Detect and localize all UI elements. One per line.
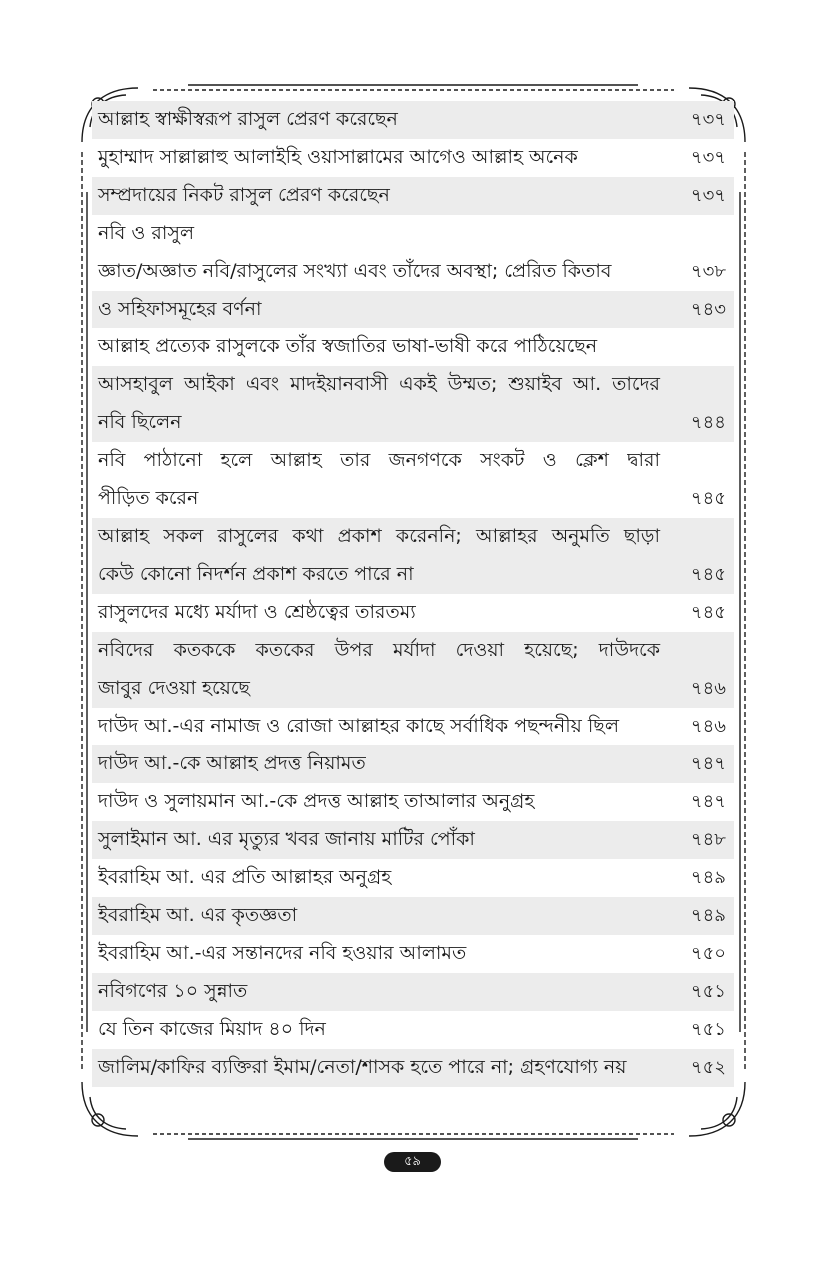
toc-entry-title-line: নবিগণের ১০ সুন্নাত (98, 979, 248, 1002)
page-number: ৫৯ (404, 1154, 421, 1169)
toc-entry-title (92, 328, 660, 366)
toc-entry-page: ৭৪৭ (690, 753, 726, 775)
toc-entry (92, 935, 734, 973)
toc-entry-title (92, 594, 660, 632)
toc-entry (92, 1011, 734, 1049)
toc-entry-title (92, 291, 660, 329)
toc-entry (92, 253, 734, 291)
toc-entry-title (92, 783, 660, 821)
toc-entry (92, 745, 734, 783)
toc-entry (92, 897, 734, 935)
toc-entry-title (92, 442, 660, 518)
toc-entry-page: ৭৫১ (690, 1018, 726, 1040)
toc-entry-title-line: ইবরাহিম আ. এর প্রতি আল্লাহর অনুগ্রহ (98, 866, 392, 889)
toc-entry (92, 859, 734, 897)
toc-entry-title-line: সম্প্রদায়ের নিকট রাসুল প্রেরণ করেছেন (98, 183, 390, 206)
toc-entry (92, 632, 734, 708)
toc-entry-title-line: রাসুলদের মধ্যে মর্যাদা ও শ্রেষ্ঠত্বের তারতম্য (98, 600, 416, 623)
toc-entry-title-line: নবি ও রাসুল (98, 221, 195, 244)
toc-entry-page: ৭৩৭ (690, 184, 726, 206)
toc-entry-page: ৭৪৬ (690, 677, 726, 699)
toc-entry-title (92, 897, 660, 935)
toc-entry-page: ৭৫১ (690, 980, 726, 1002)
toc-entry (92, 821, 734, 859)
toc-entry-page: ৭৪৯ (690, 905, 726, 927)
toc-entry (92, 973, 734, 1011)
toc-entry-title-line: জালিম/কাফির ব্যক্তিরা ইমাম/নেতা/শাসক হতে পারে না; গ্রহণযোগ্য নয় (98, 1055, 627, 1078)
toc-entry (92, 708, 734, 746)
toc-entry-title (92, 139, 660, 177)
toc-entry-page: ৭৪৯ (690, 867, 726, 889)
toc-entry-title (92, 745, 660, 783)
toc-entry (92, 442, 734, 518)
toc-entry-page: ৭৩৭ (690, 146, 726, 168)
toc-entry-title (92, 1049, 660, 1087)
toc-entry-title-line: নবিদের কতককে কতকের উপর মর্যাদা দেওয়া হয়েছে; দাউদকে (98, 638, 660, 661)
toc-entry-title-line: ইবরাহিম আ.-এর সন্তানদের নবি হওয়ার আলামত (98, 941, 467, 964)
toc-entry (92, 101, 734, 139)
toc-entry-title (92, 518, 660, 594)
toc-entry-title-line: পীড়িত করেন (98, 487, 199, 510)
toc-entry-title (92, 859, 660, 897)
toc-entry-title-line: জাবুর দেওয়া হয়েছে (98, 676, 250, 699)
toc-entry (92, 139, 734, 177)
toc-entry-title (92, 632, 660, 708)
toc-entry-page: ৭৪৭ (690, 791, 726, 813)
toc-entry-title (92, 973, 660, 1011)
toc-entry-title-line: আল্লাহ স্বাক্ষীস্বরূপ রাসুল প্রেরণ করেছেন (98, 108, 398, 130)
toc-entry-title-line: আল্লাহ সকল রাসুলের কথা প্রকাশ করেননি; আল্লাহর অনুমতি ছাড়া (98, 524, 660, 547)
toc-entry-title-line: দাউদ আ.-কে আল্লাহ প্রদত্ত নিয়ামত (98, 752, 366, 775)
toc-entry-page: ৭৪৬ (690, 715, 726, 737)
toc-entry-title (92, 215, 660, 253)
toc-entry (92, 177, 734, 215)
toc-entry-title-line: সুলাইমান আ. এর মৃত্যুর খবর জানায় মাটির পোঁকা (98, 828, 475, 851)
toc-entry (92, 215, 734, 253)
toc-entry-title (92, 177, 660, 215)
toc-entry-page: ৭৪৫ (690, 488, 726, 510)
page-number-badge (384, 1152, 441, 1172)
toc-entry-title-line: মুহাম্মাদ সাল্লাল্লাহু আলাইহি ওয়াসাল্লামের আগেও আল্লাহ অনেক (98, 145, 578, 168)
toc-entry-page: ৭৫০ (690, 942, 726, 964)
table-of-contents (92, 101, 734, 1087)
toc-entry (92, 366, 734, 442)
toc-entry-title-line: দাউদ ও সুলায়মান আ.-কে প্রদত্ত আল্লাহ তাআলার অনুগ্রহ (98, 790, 535, 813)
toc-entry (92, 1049, 734, 1087)
toc-entry-title-line: ইবরাহিম আ. এর কৃতজ্ঞতা (98, 904, 298, 927)
toc-entry-title (92, 708, 660, 746)
toc-entry-title-line: ও সহিফাসমূহের বর্ণনা (98, 297, 262, 320)
toc-entry (92, 518, 734, 594)
toc-entry-title (92, 253, 660, 291)
toc-entry-page: ৭৪৮ (690, 829, 726, 851)
toc-entry-title-line: নবি ছিলেন (98, 411, 182, 434)
toc-entry-title-line: জ্ঞাত/অজ্ঞাত নবি/রাসুলের সংখ্যা এবং তাঁদের অবস্থা; প্রেরিত কিতাব (98, 259, 612, 282)
toc-entry-title (92, 366, 660, 442)
toc-entry-title (92, 935, 660, 973)
toc-entry-title (92, 101, 660, 139)
toc-entry-title-line: নবি পাঠানো হলে আল্লাহ তার জনগণকে সংকট ও ক্লেশ দ্বারা (98, 449, 660, 472)
toc-entry-title-line: যে তিন কাজের মিয়াদ ৪০ দিন (98, 1017, 326, 1040)
toc-entry-title-line: আসহাবুল আইকা এবং মাদইয়ানবাসী একই উম্মত; শুয়াইব আ. তাদের (98, 373, 660, 396)
toc-entry-page: ৭৫২ (690, 1056, 726, 1078)
toc-entry-title-line: আল্লাহ প্রত্যেক রাসুলকে তাঁর স্বজাতির ভাষা-ভাষী করে পাঠিয়েছেন (98, 335, 598, 358)
toc-entry (92, 594, 734, 632)
toc-entry-title-line: কেউ কোনো নিদর্শন প্রকাশ করতে পারে না (98, 562, 414, 585)
toc-entry-title-line: দাউদ আ.-এর নামাজ ও রোজা আল্লাহর কাছে সর্বাধিক পছন্দনীয় ছিল (98, 714, 619, 737)
toc-entry-page: ৭৩৮ (690, 260, 726, 282)
toc-entry (92, 783, 734, 821)
toc-entry-page: ৭৪৫ (690, 563, 726, 585)
toc-entry (92, 291, 734, 329)
toc-entry-page: ৭৪৩ (690, 298, 726, 320)
toc-entry-page: ৭৩৭ (690, 109, 726, 130)
toc-entry-page: ৭৪৫ (690, 601, 726, 623)
toc-entry (92, 328, 734, 366)
toc-entry-title (92, 1011, 660, 1049)
toc-entry-title (92, 821, 660, 859)
toc-entry-page: ৭৪৪ (690, 412, 726, 434)
